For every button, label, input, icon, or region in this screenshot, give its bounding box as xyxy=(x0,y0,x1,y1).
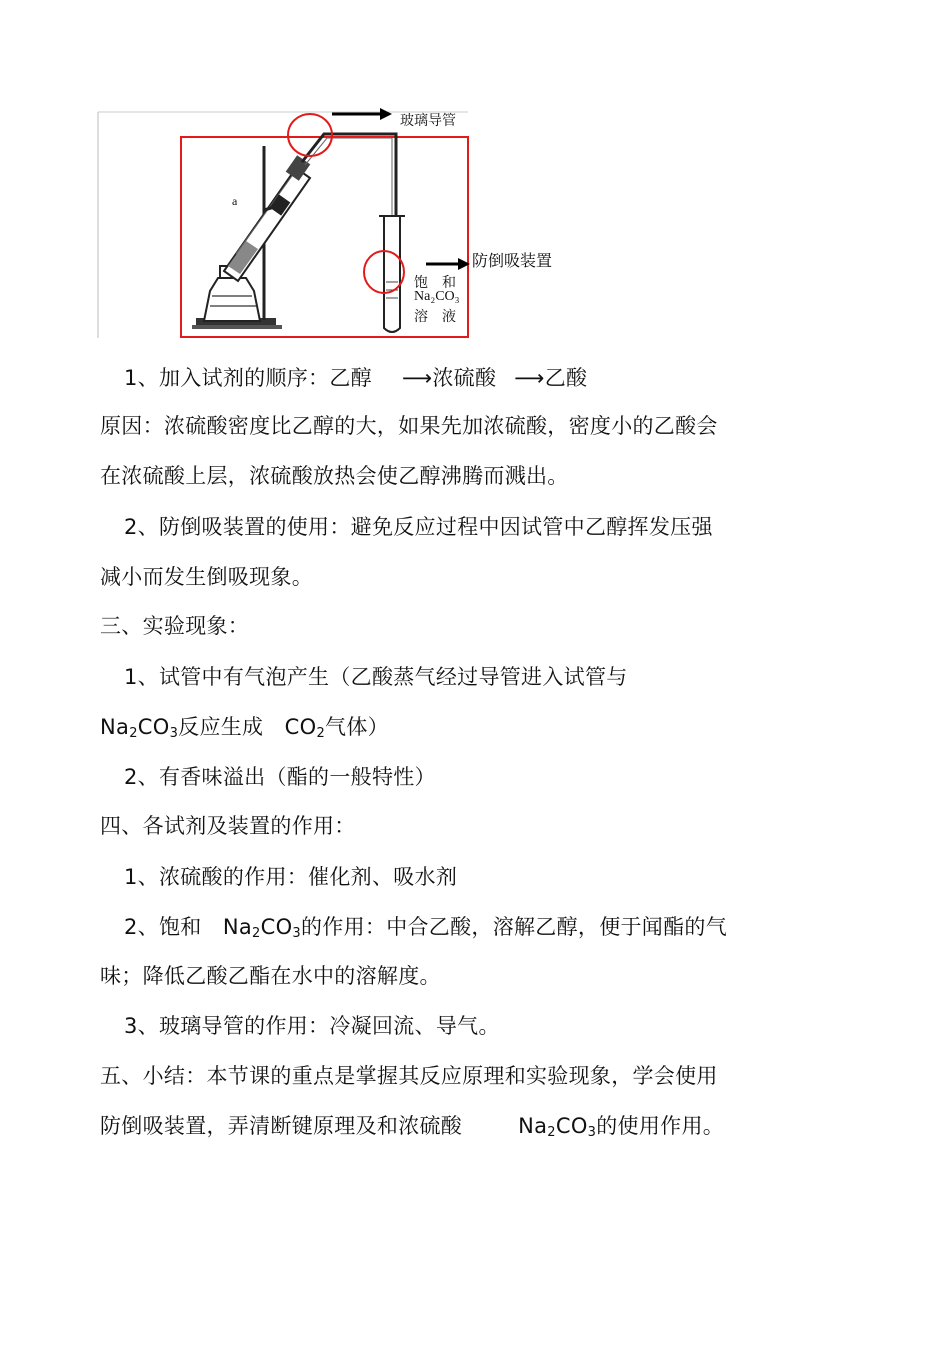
formula-sub: 2 xyxy=(252,926,261,941)
summary-line-1: 五、小结：本节课的重点是掌握其反应原理和实验现象，学会使用 xyxy=(100,1064,718,1088)
formula-sub: 2 xyxy=(316,726,326,741)
reagent-order-text: 1、加入试剂的顺序：乙醇 xyxy=(124,366,372,390)
function-line-4: 3、玻璃导管的作用：冷凝回流、导气。 xyxy=(124,1014,500,1038)
apparatus-diagram xyxy=(96,106,576,342)
function-line-1: 1、浓硫酸的作用：催化剂、吸水剂 xyxy=(124,865,458,889)
summary-text: 防倒吸装置，弄清断键原理及和浓硫酸 xyxy=(100,1114,463,1138)
device-use-line-2: 减小而发生倒吸现象。 xyxy=(100,565,313,589)
phenomena-text: 气体） xyxy=(325,715,389,739)
formula-na: Na xyxy=(100,715,130,739)
section-phenomena-heading: 三、实验现象： xyxy=(100,614,250,638)
formula-co: CO xyxy=(555,1114,588,1138)
formula-na: Na xyxy=(518,1114,548,1138)
label-a: a xyxy=(232,194,238,208)
label-glass-tube: 玻璃导管 xyxy=(400,113,456,129)
reagent-sulfuric-acid: 浓硫酸 xyxy=(432,366,497,390)
label-anti-suckback-device: 防倒吸装置 xyxy=(472,251,553,270)
arrow-icon: ⟶ xyxy=(514,366,545,390)
reagent-order-line xyxy=(124,364,587,392)
function-text: 的作用：中合乙酸，溶解乙醇，便于闻酯的气 xyxy=(301,915,727,939)
reagent-acetic-acid: 乙酸 xyxy=(544,366,588,390)
summary-line-2 xyxy=(100,1112,724,1147)
label-solution-2: Na₂CO₃ xyxy=(414,289,460,304)
formula-sub: 3 xyxy=(292,926,301,941)
apparatus-figure xyxy=(96,106,576,342)
section-functions-heading: 四、各试剂及装置的作用： xyxy=(100,814,356,838)
label-solution-3: 溶 液 xyxy=(414,310,456,325)
formula-co: CO xyxy=(137,715,170,739)
function-line-3: 味；降低乙酸乙酯在水中的溶解度。 xyxy=(100,964,441,988)
formula-sub: 3 xyxy=(587,1125,597,1140)
arrow-icon: ⟶ xyxy=(401,366,433,390)
phenomena-line-1: 1、试管中有气泡产生（乙酸蒸气经过导管进入试管与 xyxy=(124,665,628,689)
reason-line-1: 原因：浓硫酸密度比乙醇的大，如果先加浓硫酸，密度小的乙酸会 xyxy=(100,414,718,438)
formula-sub: 2 xyxy=(129,726,138,741)
summary-text: 的使用作用。 xyxy=(596,1114,725,1138)
label-solution-1: 饱 和 xyxy=(414,276,456,291)
reason-line-2: 在浓硫酸上层，浓硫酸放热会使乙醇沸腾而溅出。 xyxy=(100,464,569,488)
formula-sub: 2 xyxy=(547,1125,556,1140)
phenomena-line-3: 2、有香味溢出（酯的一般特性） xyxy=(124,765,436,789)
function-text: 2、饱和 Na xyxy=(124,915,253,939)
formula-co: CO xyxy=(260,915,293,939)
device-use-line-1: 2、防倒吸装置的使用：避免反应过程中因试管中乙醇挥发压强 xyxy=(124,515,713,539)
function-line-2 xyxy=(124,913,727,948)
formula-sub: 3 xyxy=(169,726,179,741)
phenomena-text: 反应生成 CO xyxy=(178,715,317,739)
phenomena-line-2 xyxy=(100,713,389,748)
